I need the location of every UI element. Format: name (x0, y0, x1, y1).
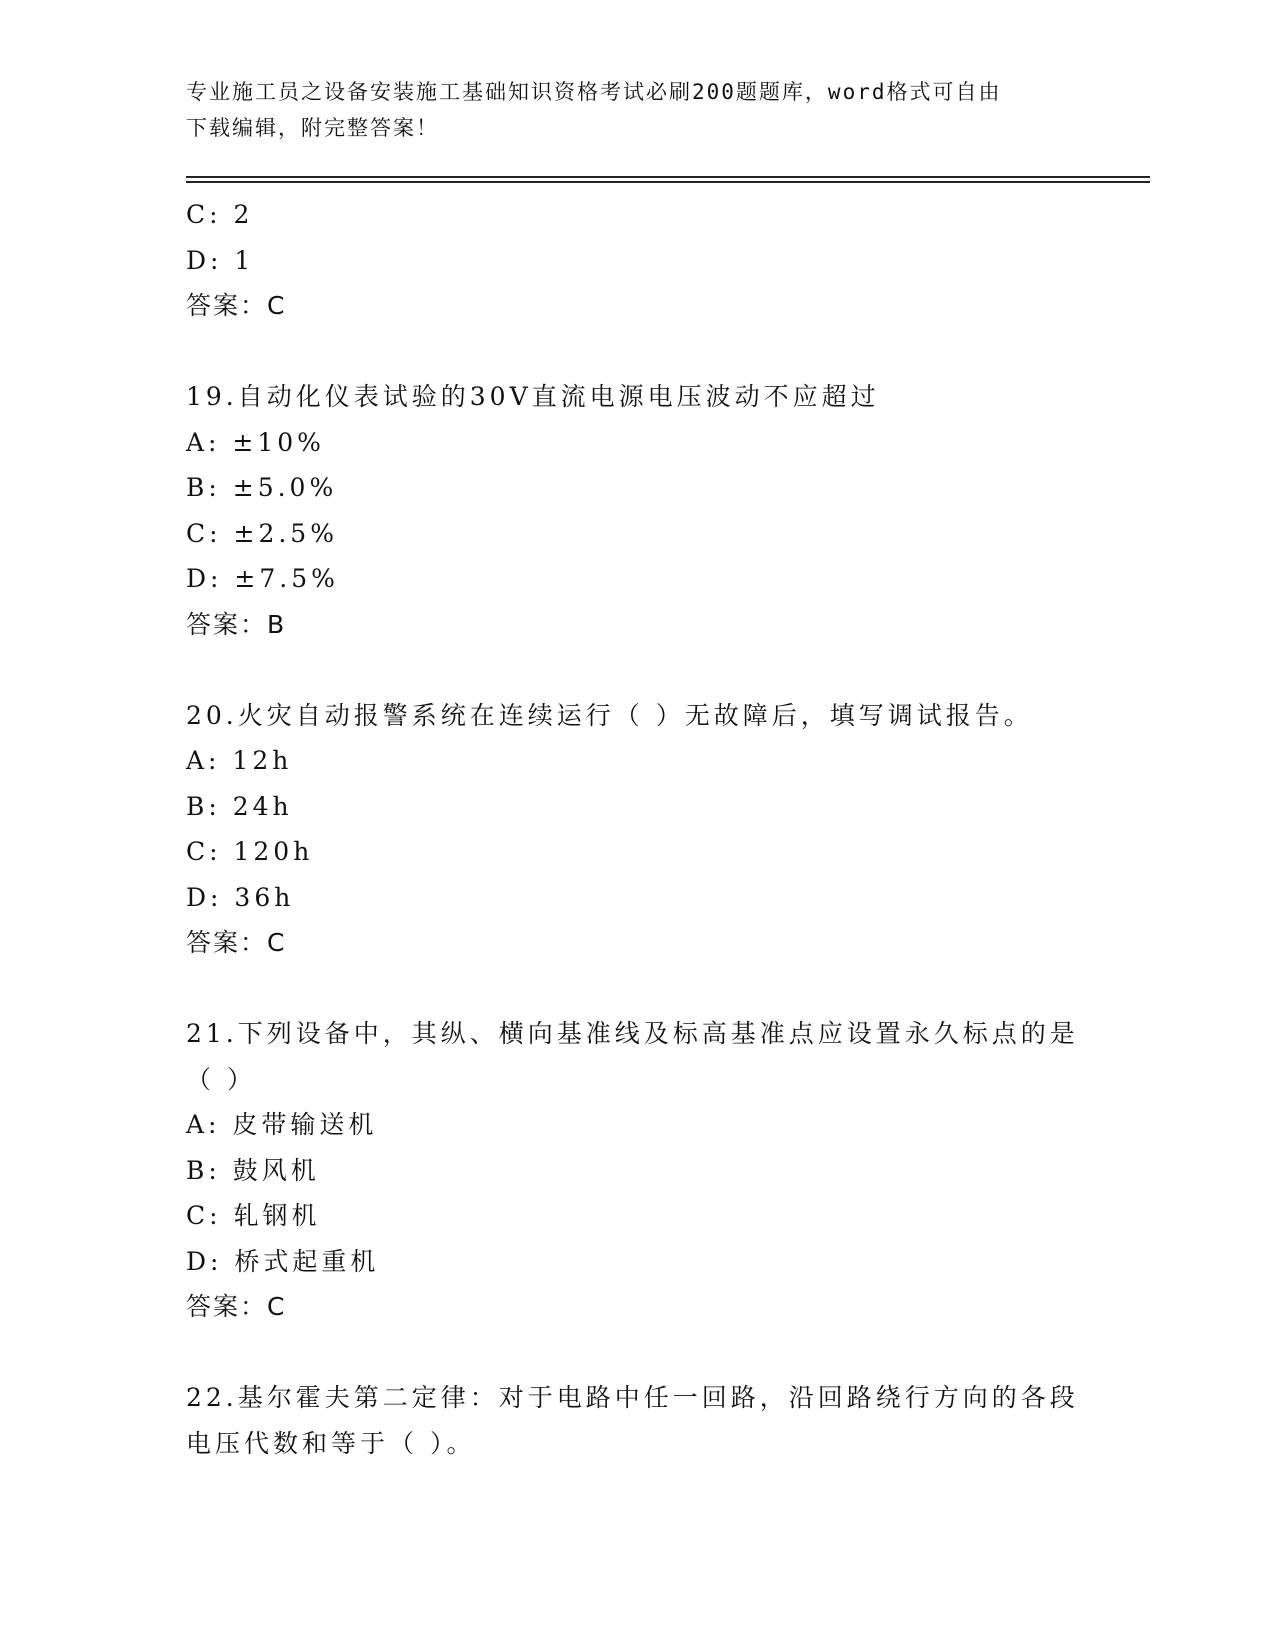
question-stem-line-1: 22.基尔霍夫第二定律：对于电路中任一回路，沿回路绕行方向的各段 (186, 1383, 1079, 1412)
option-c: C: 120h (186, 837, 314, 866)
question-list (186, 192, 1086, 1466)
option-a: A: ±10% (186, 427, 325, 457)
option-c: C: 轧钢机 (186, 1201, 321, 1230)
option-b: B: ±5.0% (186, 473, 338, 502)
option-d: D: 桥式起重机 (186, 1246, 380, 1276)
question-stem-line-1: 21.下列设备中，其纵、横向基准线及标高基准点应设置永久标点的是 (186, 1019, 1079, 1048)
option-c: C: ±2.5% (186, 518, 338, 548)
answer-line: 答案：C (186, 1292, 287, 1321)
header-line-1: 专业施工员之设备安装施工基础知识资格考试必刷200题题库，word格式可自由 (186, 80, 1002, 104)
option-d: D: 1 (186, 245, 255, 275)
option-c: C: 2 (186, 200, 254, 229)
option-d: D: ±7.5% (186, 564, 339, 593)
question-stem-line-2: （ ） (186, 1064, 256, 1094)
question-22 (186, 1375, 1086, 1466)
question-21 (186, 1011, 1086, 1330)
document-header (186, 74, 1066, 146)
question-stem-line-2: 电压代数和等于（ ）。 (186, 1428, 476, 1458)
question-stem: 19.自动化仪表试验的30V直流电源电压波动不应超过 (186, 382, 880, 411)
question-20 (186, 693, 1086, 966)
header-divider-top (186, 176, 1150, 178)
header-divider-bottom (186, 181, 1150, 183)
answer-line: 答案：C (186, 291, 287, 320)
question-18-tail (186, 192, 1086, 329)
option-b: B: 鼓风机 (186, 1155, 320, 1185)
option-a: A: 皮带输送机 (186, 1110, 378, 1139)
header-line-2: 下载编辑，附完整答案！ (186, 116, 439, 140)
question-19 (186, 374, 1086, 647)
answer-line: 答案：C (186, 928, 287, 957)
option-b: B: 24h (186, 791, 293, 821)
option-a: A: 12h (186, 746, 293, 775)
question-stem: 20.火灾自动报警系统在连续运行（ ）无故障后，填写调试报告。 (186, 700, 1033, 730)
answer-line: 答案：B (186, 609, 287, 639)
option-d: D: 36h (186, 882, 295, 912)
